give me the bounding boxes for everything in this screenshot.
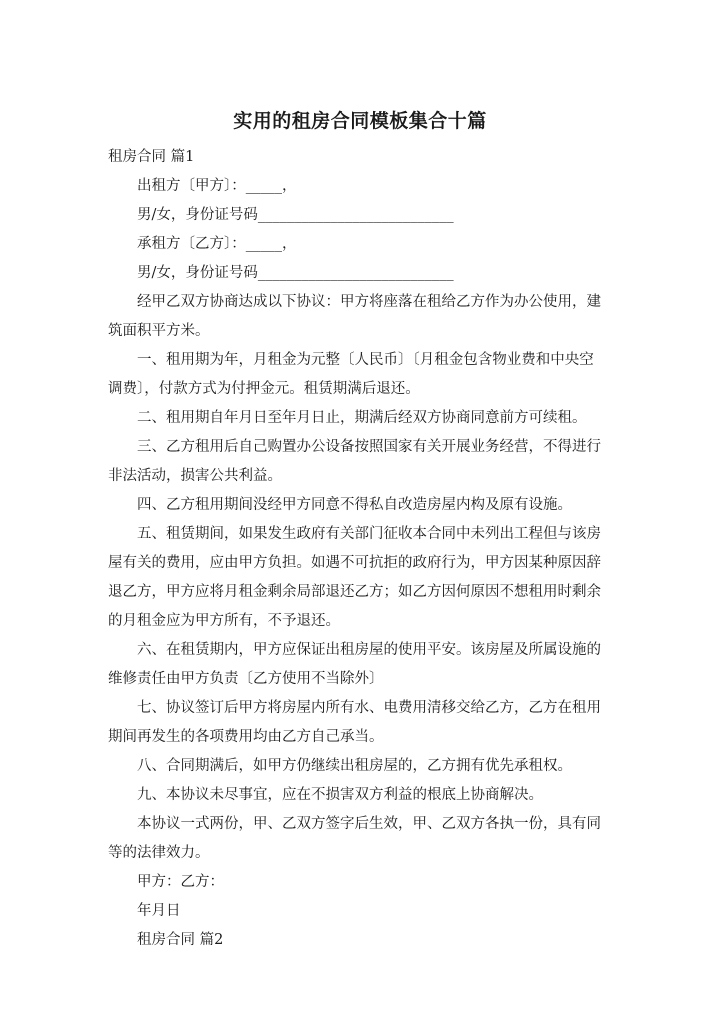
signature-line: 甲方：乙方： — [137, 874, 224, 890]
paragraph: 八、合同期满后，如甲方仍继续出租房屋的，乙方拥有优先承租权。 — [137, 758, 572, 774]
paragraph: 六、在租赁期内，甲方应保证出租房屋的使用平安。该房屋及所属设施的维修责任由甲方负责〔乙方使用不当除外〕 — [108, 642, 601, 687]
paragraph: 九、本协议未尽事宜，应在不损害双方利益的根底上协商解决。 — [137, 787, 543, 803]
paragraph: 男/女，身份证号码___________________________ — [137, 265, 454, 281]
paragraph: 本协议一式两份，甲、乙双方签字后生效，甲、乙双方各执一份，具有同等的法律效力。 — [108, 816, 601, 861]
document-body — [108, 143, 608, 955]
date-line: 年月日 — [137, 903, 181, 919]
paragraph: 二、租用期自年月日至年月日止，期满后经双方协商同意前方可续租。 — [137, 410, 587, 426]
paragraph: 三、乙方租用后自己购置办公设备按照国家有关开展业务经营，不得进行非法活动，损害公共利益。 — [108, 439, 601, 484]
paragraph: 四、乙方租用期间没经甲方同意不得私自改造房屋内构及原有设施。 — [137, 497, 572, 513]
document-title: 实用的租房合同模板集合十篇 — [233, 110, 487, 132]
paragraph: 一、租用期为年，月租金为元整〔人民币〕〔月租金包含物业费和中央空调费〕，付款方式为付押金元。租赁期满后退还。 — [108, 352, 594, 397]
section-heading: 租房合同 篇2 — [137, 932, 224, 948]
paragraph: 经甲乙双方协商达成以下协议：甲方将座落在租给乙方作为办公使用，建筑面积平方米。 — [108, 294, 601, 339]
paragraph: 出租方〔甲方〕：_____， — [137, 178, 297, 194]
paragraph: 男/女，身份证号码___________________________ — [137, 207, 454, 223]
paragraph: 五、租赁期间，如果发生政府有关部门征收本合同中未列出工程但与该房屋有关的费用，应由甲方负担。如遇不可抗拒的政府行为，甲方因某种原因辞退乙方，甲方应将月租金剩余局部退还乙方；如乙方因何原因不想租用时剩余的月租金应为甲方所有，不予退还。 — [108, 526, 601, 629]
paragraph: 承租方〔乙方〕：_____， — [137, 236, 297, 252]
paragraph: 七、协议签订后甲方将房屋内所有水、电费用清移交给乙方，乙方在租用期间再发生的各项费用均由乙方自己承当。 — [108, 700, 601, 745]
section-heading: 租房合同 篇1 — [108, 149, 195, 165]
